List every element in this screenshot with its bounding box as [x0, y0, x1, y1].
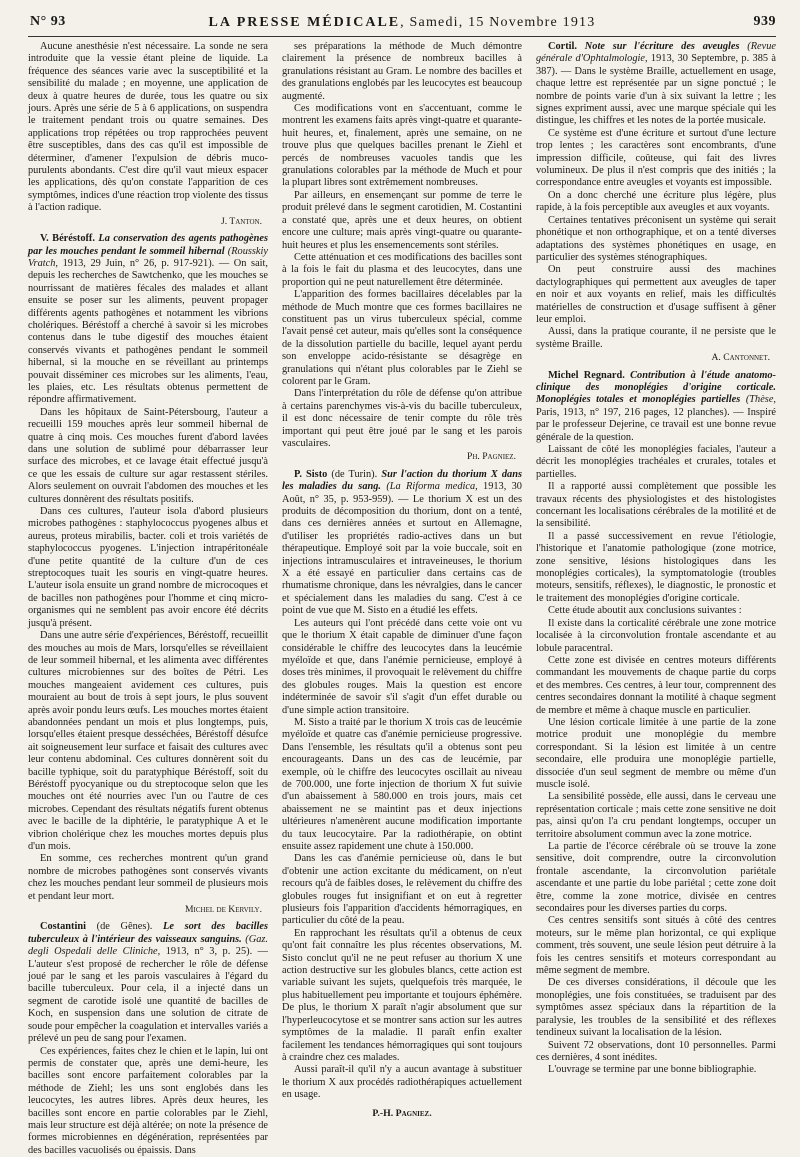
author-signature: A. Cantonnet.	[536, 352, 770, 364]
paragraph: En rapprochant les résultats qu'il a obtenus de ceux qu'ont fait connaître les plus récentes observations, M. Sisto conclut qu'il ne ne peut refuser au thorium X une action destructive sur les globules blancs, cette action est variable suivant les sujets, quelquefois très marquée, le plus habituellement peu importante et toujours éphémère. De plus, le thorium X paraît n'agir absolument que sur l'hyperleucocytose et se montrer sans action sur les autres symptômes de la maladie. Il paraît enfin exalter facilement les tendances hémorragiques qui sont toujours à craindre chez ces malades.	[282, 928, 522, 1064]
paragraph: Aucune anesthésie n'est nécessaire. La sonde ne sera introduite que la vessie étant pleine de liquide. La fréquence des séances varie avec la susceptibilité et la sensibilité du malade ; en moyenne, une application de deux à quatre heures de durée, tous les quatre ou six jours. Après une série de 5 à 6 applications, on suspendra le traitement pendant trois ou quatre semaines. Des applications trop répétées ou trop rapprochées peuvent être susceptibles, dans des cas qu'il est impossible de déterminer, d'amener l'expulsion de débris muco-purulents abondants. C'est dire qu'il vaut mieux espacer les applications, dès qu'on constate l'apparition de ces symptômes, indices d'une réaction trop violente des tissus à l'action radique.	[28, 41, 268, 215]
paragraph: Cette zone est divisée en centres moteurs différents commandant les mouvements de chaque partie du corps et des membres. Ces centres, à leur tour, comprennent des centres secondaires donnant la motilité à chaque segment de membre et même à chaque muscle en particulier.	[536, 655, 776, 717]
paragraph: Dans une autre série d'expériences, Béréstoff, recueillit des mouches au mois de Mars, lorsqu'elles se réveillaient de leur sommeil hibernal, et les alimenta avec différentes cultures microbiennes sur des boîtes de Pétri. Les mouches mangeaient avidement ces cultures, puis mouraient au bout de trois à sept jours, le plus souvent après avoir pondu leurs œufs. Les mouches mortes étaient abandonnées pendant un mois et plus longtemps, puis, lorsqu'elles étaient presque desséchées, Béréstoff désufce ait soigneusement leur surface et faisait des cultures avec leur contenu abdominal. Ces cultures donnèrent soit du bacille typhique, soit du paratyphique Béréstoff, soit du Béréstoff pyocyanique ou du streptocoque selon que les mouches ont été nourries avec l'un ou l'autre de ces microbes. Cependant des résultats négatifs furent obtenus avec le bacille de la diphtérie, le paratyphique A et le vibrion cholérique chez les mouches mortes depuis plus d'un mois.	[28, 630, 268, 853]
review-entry	[536, 41, 776, 128]
author-signature: Ph. Pagniez.	[282, 451, 516, 463]
review-title: Contribution à l'étude anatomo-clinique des monoplégies d'origine corticale. Monoplégies totales et monoplégies partielles	[536, 370, 776, 406]
paragraph: On a donc cherché une écriture plus légère, plus rapide, à la fois perceptible aux aveugles et aux voyants.	[536, 190, 776, 215]
author-signature: P.-H. Pagniez.	[282, 1108, 522, 1120]
author-signature: J. Tanton.	[28, 216, 262, 228]
column-right	[536, 41, 776, 1081]
paragraph: Par ailleurs, en ensemençant sur pomme de terre le produit prélevé dans le segment carotidien, M. Costantini a constaté que, après une et deux heures, on obtient encore une culture; mais après vingt-quatre ou quarante-huit heures et plus les ensemencements sont stériles.	[282, 190, 522, 252]
review-source: (La Riforma medica,	[381, 481, 478, 492]
paragraph: Ce système est d'une écriture et surtout d'une lecture trop lentes ; les caractères sont encombrants, d'une impression difficile, coûteuse, qui fait des livres volumineux. De plus il n'est compris que des initiés ; la correspondance entre aveugles et voyants est impossible.	[536, 128, 776, 190]
paragraph: La partie de l'écorce cérébrale où se trouve la zone sensitive, doit comprendre, outre la circonvolution frontale ascendante, la circonvolution pariétale ascendante et une partie du lobe pariétal ; cette zone doit être, comme la zone motrice, divisée en centres secondaires pour les diverses parties du corps.	[536, 841, 776, 915]
issue-date: , Samedi, 15 Novembre 1913	[400, 15, 595, 30]
review-title: Sur l'action du thorium X dans les maladies du sang.	[282, 469, 522, 492]
paragraph: Ces expériences, faites chez le chien et le lapin, lui ont permis de constater que, après une demi-heure, les bacilles sont encore parfaitement colorables par la méthode de Ziehl; les uns sont englobés dans les leucocytes, les autres libres. Après deux heures, les bacilles sont encore en partie colorables par le Ziehl, mais leur structure est déjà altérée; on note la présence de formes microbiennes en dégénération, représentées par des bacilles vacuolisés ou épaissis. Dans	[28, 1046, 268, 1157]
author-signature: Michel de Kervily.	[28, 904, 262, 916]
paragraph: En somme, ces recherches montrent qu'un grand nombre de microbes pathogènes sont conservés vivants chez les mouches pendant leur sommeil de plusieurs mois et pendant leur mort.	[28, 853, 268, 903]
paragraph: Il a rapporté aussi complètement que possible les travaux récents des physiologistes et des histologistes concernant les localisations cérébrales de la motilité et de la sensibilité.	[536, 481, 776, 531]
paragraph: Suivent 72 observations, dont 10 personnelles. Parmi ces dernières, 4 sont inédites.	[536, 1040, 776, 1065]
paragraph: Une lésion corticale limitée à une partie de la zone motrice produit une monoplégie du membre correspondant. Si la lésion est limitée à un centre secondaire, elle produira une monoplégie partielle, dissociée d'un seul segment de membre ou même d'un muscle isolé.	[536, 717, 776, 791]
review-entry	[536, 370, 776, 444]
review-entry	[28, 921, 268, 1045]
review-source: (Thèse,	[740, 394, 776, 405]
review-author: V. Béréstoff.	[40, 233, 95, 244]
paragraph: Dans les hôpitaux de Saint-Pétersbourg, l'auteur a recueilli 159 mouches après leur sommeil hibernal de quatre à cinq mois. Ces mouches furent d'abord lavées dans une solution de sublimé pour débarrasser leur surface des microbes, et ce lavage était effectué jusqu'à ce que les essais de culture sur agar restassent stériles. Alors seulement on ouvrait l'abdomen des mouches et les cultures donnèrent des résultats positifs.	[28, 407, 268, 506]
paragraph: Il a passé successivement en revue l'étiologie, l'historique et l'anatomie pathologique (zone motrice, zone sensitive, lésions histologiques dans les monoplégies corticales), la symptomatologie (troubles moteurs, sensitifs, réflexes), le diagnostic, le pronostic et le traitement des monoplégies d'origine corticale.	[536, 531, 776, 605]
review-text: Paris, 1913, n° 197, 216 pages, 12 planches). — Inspiré par le professeur Dejerine, ce travail est une bonne revue générale de la question.	[536, 407, 776, 443]
paragraph: M. Sisto a traité par le thorium X trois cas de leucémie myéloïde et quatre cas d'anémie pernicieuse progressive. Dans l'ensemble, les résultats qu'il a obtenus sont peu encourageants. Dans un des cas de leucémie, par exemple, où le chiffre des leucocytes oscillait au niveau de 700.000, une forte injection de thorium X fut suivie d'un abaissement à 580.000 en trois jours, mais cet abaissement ne se maintint pas et deux injections ultérieures n'amenèrent aucune modification importante du taux leucocytaire. Par la radiothérapie, on obtint ensuite assez rapidement une chute à 150.000.	[282, 717, 522, 853]
review-text: 1913, 29 Juin, n° 26, p. 917-921). — On sait, depuis les recherches de Sawtchenko, que les mouches se nourrissant de matières fécales des malades et allant ensuite se poser sur les aliments, peuvent propager différents agents pathogènes et notamment les vibrions cholériques. Béréstoff a cherché à savoir si les microbes contenus dans le tube digestif des mouches étaient conservés vivants et pathogènes pendant le sommeil hibernal, si la mouche en se réveillant au printemps pouvait disséminer ces microbes sur les aliments, l'eau, les plaies, etc. Les résultats obtenus permettent de répondre affirmativement.	[28, 258, 268, 405]
review-author: Cortil.	[548, 41, 577, 52]
review-title: La conservation des agents pathogènes par les mouches pendant le sommeil hibernal	[28, 233, 268, 256]
review-text: 1913, 30 Août, n° 35, p. 953-959). — Le thorium X est un des produits de décomposition du thorium, dont on a tenté, dans ces dernières années et surtout en Allemagne, d'utiliser les propriétés radio-actives dans un but thérapeutique. Employé soit par la voie buccale, soit en injections intramusculaires et intraveineuses, le thorium X a été essayé en particulier dans certains cas de rhumatisme chronique, dans les névralgies, dans le cancer et spécialement dans les maladies du sang. C'est à ce point de vue que M. Sisto en a étudié les effets.	[282, 481, 522, 616]
paragraph: Certaines tentatives préconisent un système qui serait phonétique et non orthographique, et on a tenté diverses adaptations des systèmes phonétiques en usage, en particulier des systèmes sténographiques.	[536, 215, 776, 265]
paragraph: Dans ces cultures, l'auteur isola d'abord plusieurs microbes pathogènes : staphylococcus pyogenes albus et aureus, proteus mirabilis, bacter. coli et trois variétés de staphylococcus pyogenes. L'injection intrapéritonéale d'une petite quantité de la culture d'un de ces streptocoques tuait les souris en vingt-quatre heures. L'auteur isola ensuite un grand nombre de microcoques et de bacilles non pathogènes pour l'homme et cinq micro-organismes qui ne semblent pas avoir encore été décrits jusqu'à présent.	[28, 506, 268, 630]
paragraph: Aussi, dans la pratique courante, il ne persiste que le système Braille.	[536, 326, 776, 351]
paragraph: Ces centres sensitifs sont situés à côté des centres moteurs, sur le même plan horizontal, ce qui explique comment, très souvent, une seule lésion peut détruire à la fois les centres sensitifs et moteurs correspondant au même segment de membre.	[536, 915, 776, 977]
review-entry	[28, 233, 268, 407]
review-source: (Rousskiy Vratch,	[28, 246, 268, 269]
review-source: (Gaz. degli Ospedali delle Cliniche,	[28, 934, 268, 957]
publication-name: LA PRESSE MÉDICALE	[209, 15, 401, 30]
paragraph: Laissant de côté les monoplégies faciales, l'auteur a décrit les monoplégies trachéales et crurales, totales et partielles.	[536, 444, 776, 481]
paragraph: Aussi paraît-il qu'il n'y a aucun avantage à substituer le thorium X aux procédés radiothérapiques actuellement en usage.	[282, 1064, 522, 1101]
paragraph: Les auteurs qui l'ont précédé dans cette voie ont vu que le thorium X était capable de diminuer d'une façon considérable le chiffre des leucocytes dans la leucémie myéloïde et que, dans l'anémie pernicieuse, employé à doses très minimes, il provoquait le relèvement du chiffre des globules rouges. Mais la question est encore indéterminée de savoir s'il s'agit d'un effet durable ou d'une simple action transitoire.	[282, 618, 522, 717]
paragraph: L'ouvrage se termine par une bonne bibliographie.	[536, 1064, 776, 1076]
paragraph: Cette atténuation et ces modifications des bacilles sont à la fois le fait du plasma et des leucocytes, dans une proportion qui ne peut naturellement être déterminée.	[282, 252, 522, 289]
paragraph: De ces diverses considérations, il découle que les monoplégies, une fois constituées, se traduisent par des symptômes assez spéciaux dans la répartition de la paralysie, les troubles de la sensibilité et des réflexes tendineux suivant la localisation de la lésion.	[536, 977, 776, 1039]
page-header	[28, 10, 776, 37]
issue-number: N° 93	[30, 14, 66, 30]
paragraph: L'apparition des formes bacillaires décelables par la méthode de Much montre que ces formes bacillaires ne constituent pas un virus tuberculeux spécial, comme l'avait pensé cet auteur, mais qu'elles sont la conséquence de la dissolution partielle du bacille, lequel ayant perdu son enveloppe acido-résistante se désagrège en granulations qui n'étant plus colorables par le Ziehl se colorent par le Gram.	[282, 289, 522, 388]
review-title: Le sort des bacilles tuberculeux à l'intérieur des vaisseaux sanguins.	[28, 921, 268, 944]
article-columns	[28, 41, 776, 1081]
paragraph: Il existe dans la corticalité cérébrale une zone motrice localisée à la circonvolution frontale ascendante et au lobule paracentral.	[536, 618, 776, 655]
review-author-origin: (de Gênes).	[86, 921, 163, 932]
column-middle	[282, 41, 522, 1081]
review-author: Costantini	[40, 921, 86, 932]
page-number: 939	[754, 14, 777, 30]
paragraph: Ces modifications vont en s'accentuant, comme le montrent les examens faits après vingt-quatre et quarante-huit heures, et, finalement, après une semaine, on ne trouve plus que quelques bacilles prenant le Ziehl et percés de nombreuses vacuoles tandis que les granulations colorables par la méthode de Much et pour la plupart libres sont extrêmement nombreuses.	[282, 103, 522, 190]
review-source: (Revue générale d'Ophtalmologie,	[536, 41, 776, 64]
paragraph: Dans l'interprétation du rôle de défense qu'on attribue à certains parenchymes vis-à-vis du bacille tuberculeux, il est donc nécessaire de tenir compte du rôle très important qui peut être joué par le sang et les parois vasculaires.	[282, 388, 522, 450]
column-left	[28, 41, 268, 1081]
review-author: P. Sisto	[294, 469, 327, 480]
review-author-origin: (de Turin).	[327, 469, 381, 480]
review-text: 1913, 30 Septembre, p. 385 à 387). — Dans le système Braille, actuellement en usage, chaque lettre est représentée par un signe ponctué ; le nombre de points varie d'un à six suivant la lettre ; les signes expriment aussi, avec une marque spéciale qui les distingue, les chiffres et les notes de la portée musicale.	[536, 53, 776, 126]
review-entry	[282, 469, 522, 618]
review-text: 1913, n° 3, p. 25). — L'auteur s'est proposé de rechercher le rôle de défense joué par le sang et les parois vasculaires à l'égard du bacille tuberculeux. Pour cela, il a injecté dans un segment de carotide isolé une quantité de bacilles de Koch, en suspension dans une solution de citrate de soude pour empêcher la coagulation et intervalles variés a prélevé un peu de sang pour l'examen.	[28, 946, 268, 1044]
paragraph: La sensibilité possède, elle aussi, dans le cerveau une représentation corticale ; mais cette zone sensitive ne doit pas, ainsi qu'on l'a cru pendant longtemps, occuper un territoire absolument commun avec la zone motrice.	[536, 791, 776, 841]
masthead	[28, 15, 776, 31]
paragraph: Dans les cas d'anémie pernicieuse où, dans le but d'obtenir une action excitante du médicament, on n'eut recours qu'à de faibles doses, le relèvement du chiffre des globules rouges fut insignifiant et on eut à regretter plusieurs fois l'apparition d'accidents hémorragiques, en particulier du côté de la peau.	[282, 853, 522, 927]
paragraph: Cette étude aboutit aux conclusions suivantes :	[536, 605, 776, 617]
review-author: Michel Regnard.	[548, 370, 625, 381]
review-title: Note sur l'écriture des aveugles	[577, 41, 739, 52]
paragraph: On peut construire aussi des machines dactylographiques qui permettent aux aveugles de taper en noir et aux voyants en relief, mais les difficultés matérielles de construction et d'usage suffisent à gêner leur emploi.	[536, 264, 776, 326]
paragraph: ses préparations la méthode de Much démontre clairement la présence de nombreux bacilles à granulations résistant au Gram. Le nombre des bacilles et des granulations englobés par les leucocytes est beaucoup augmenté.	[282, 41, 522, 103]
